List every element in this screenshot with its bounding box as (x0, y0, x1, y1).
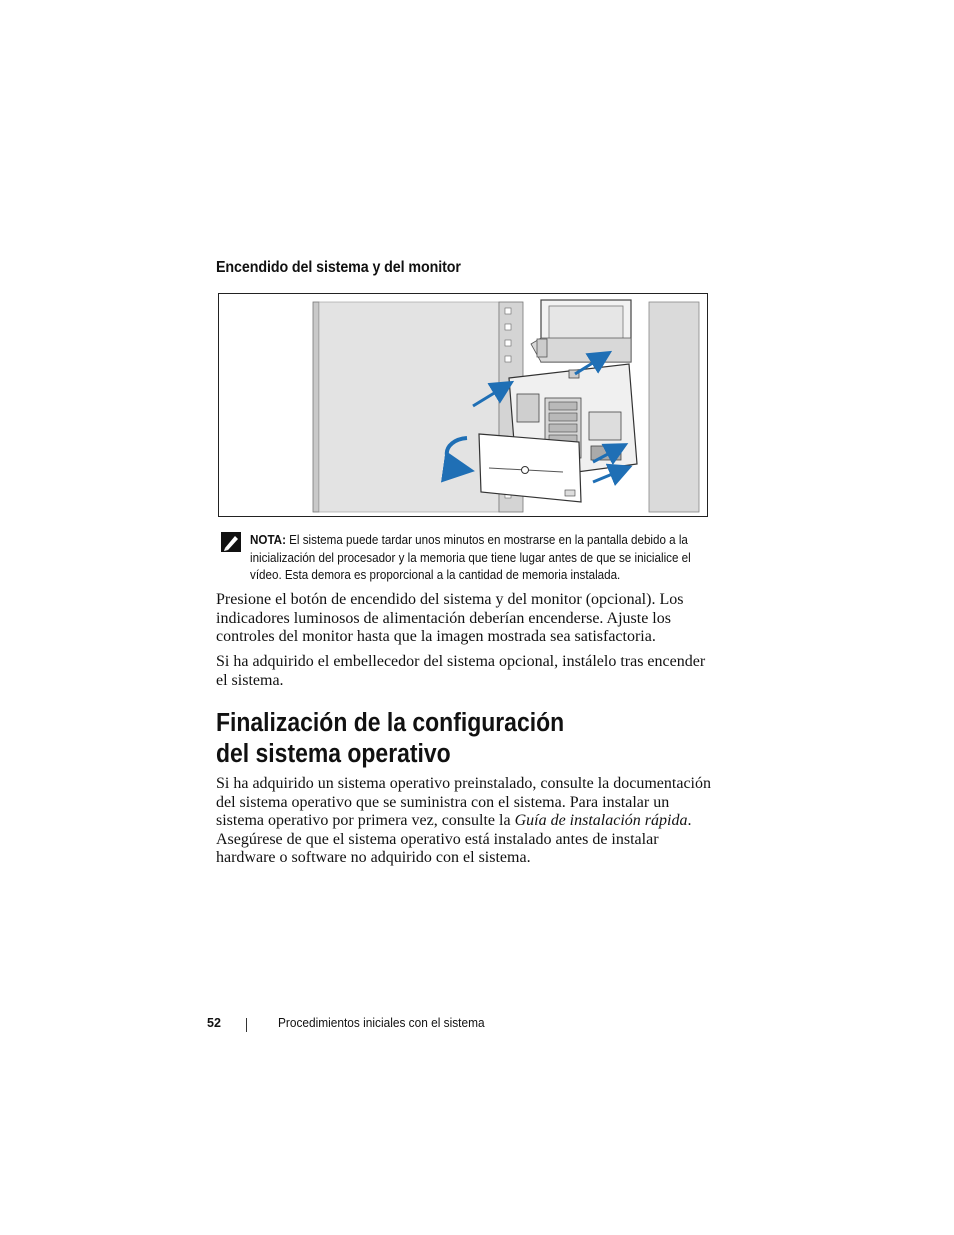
bezel-icon (479, 434, 581, 502)
section-heading-line1: Finalización de la configuración (216, 709, 565, 737)
footer-chapter-title: Procedimientos iniciales con el sistema (278, 1016, 485, 1030)
rack-right-side (649, 302, 699, 512)
paragraph-os (216, 775, 716, 868)
illustration-figure (218, 293, 708, 517)
footer-divider (246, 1018, 247, 1032)
os-guide-title: Guía de instalación rápida (514, 812, 688, 830)
paragraph-bezel: Si ha adquirido el embellecedor del sistema opcional, instálelo tras encender el sistema. (216, 653, 706, 689)
rack-left-post (313, 302, 319, 512)
os-intro-text: Si ha adquirido un sistema operativo preinstalado, consulte la documentación del sistema operativo que se suministra con el sistema. Para instalar un sistema operativo por primera vez, consulte la (216, 775, 711, 830)
section-heading-line2: del sistema operativo (216, 740, 451, 768)
note-block (250, 532, 715, 585)
note-text: El sistema puede tardar unos minutos en mostrarse en la pantalla debido a la inicialización del procesador y la memoria que tiene lugar antes de que se inicialice el vídeo. Esta demora es proporcional a la cantidad de memoria instalada. (250, 533, 691, 582)
rack-panel (319, 302, 499, 512)
note-pencil-icon (220, 531, 242, 553)
os-outro-text: . Asegúrese de que el sistema operativo está instalado antes de instalar hardware o software no adquirido con el sistema. (216, 812, 692, 867)
note-label: NOTA: (250, 533, 286, 547)
paragraph-power-on: Presione el botón de encendido del sistema y del monitor (opcional). Los indicadores luminosos de alimentación deberían encenderse. Ajuste los controles del monitor hasta que la imagen mostrada sea satisfactoria. (216, 591, 684, 646)
server-rack-illustration (219, 294, 707, 516)
monitor-icon (531, 300, 631, 362)
section-subheading: Encendido del sistema y del monitor (216, 259, 461, 276)
page-number: 52 (207, 1016, 221, 1030)
section-heading (216, 708, 684, 770)
